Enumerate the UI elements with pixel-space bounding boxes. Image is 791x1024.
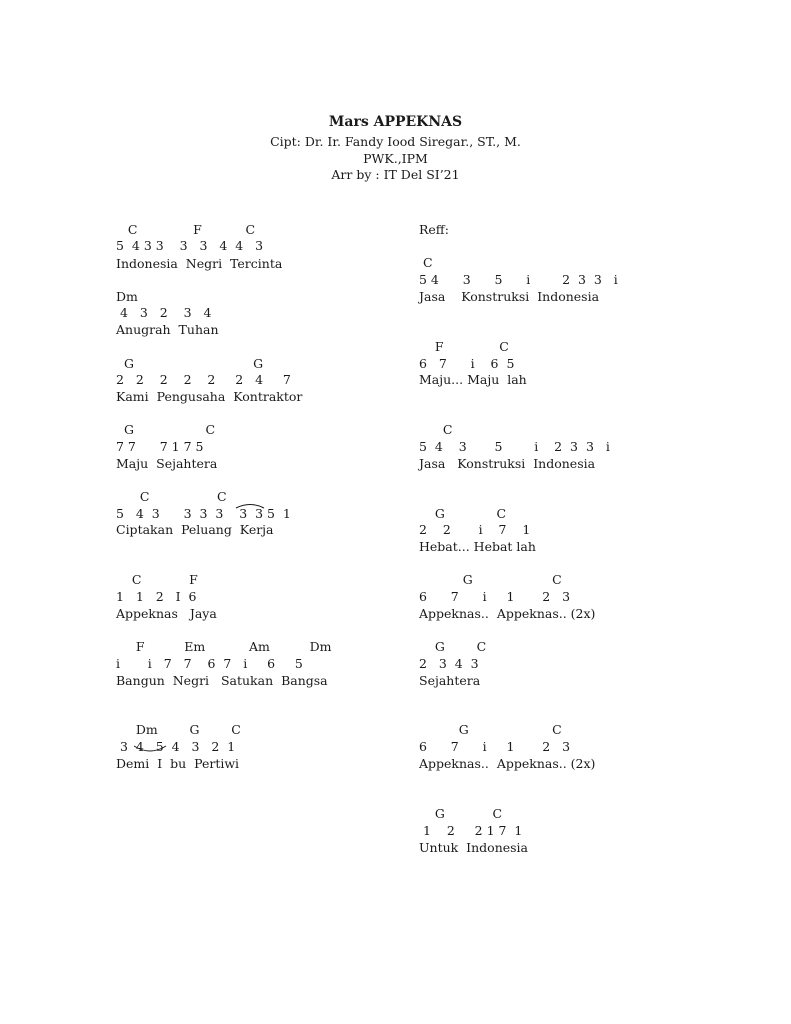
lyric-line: Untuk Indonesia (419, 840, 529, 855)
chord-line: F C (419, 339, 509, 354)
notation-line: 2 2 2 2 2 2 4 7 (116, 372, 291, 387)
lyric-line: Maju... Maju lah (419, 372, 527, 387)
notation-line: 5 4 3 5 i 2 3 3 i (419, 272, 618, 287)
chord-line: G C (419, 806, 503, 821)
lyric-line: Ciptakan Peluang Kerja (116, 522, 274, 537)
song-title: Mars APPEKNAS (328, 114, 463, 130)
lyric-line: Appeknas.. Appeknas.. (2x) (419, 756, 596, 771)
chord-line: Dm G C (116, 722, 241, 737)
notation-line: 2 2 i 7 1 (419, 522, 531, 537)
notation-line: i i 7 7 6 7 i 6 5 (116, 656, 303, 671)
composer-credit: Cipt: Dr. Ir. Fandy Iood Siregar., ST., M. (270, 134, 521, 149)
arranger-credit: Arr by : IT Del SI’21 (331, 167, 460, 182)
chord-line: G C (419, 722, 562, 737)
chord-line: G C (419, 639, 487, 654)
lyric-line: Kami Pengusaha Kontraktor (116, 389, 303, 404)
lyric-line: Appeknas Jaya (116, 606, 217, 621)
chord-line: C (419, 422, 453, 437)
lyric-line: Jasa Konstruksi Indonesia (419, 456, 596, 471)
lyric-line: Demi I bu Pertiwi (116, 756, 240, 771)
lyric-line: Hebat... Hebat lah (419, 539, 536, 554)
lyric-line: Sejahtera (419, 673, 481, 688)
lyric-line: Anugrah Tuhan (116, 322, 219, 337)
chord-line: Dm (116, 289, 138, 304)
notation-line: 4 3 2 3 4 (116, 305, 212, 320)
notation-line: 5 4 3 5 i 2 3 3 i (419, 439, 610, 454)
notation-line: 7 7 7 1 7 5 (116, 439, 204, 454)
slur-mark (234, 502, 266, 510)
notation-line: 5 4 3 3 3 3 4 4 3 (116, 238, 264, 253)
chord-line: G G (116, 356, 264, 371)
lyric-line: Maju Sejahtera (116, 456, 218, 471)
lyric-line: Indonesia Negri Tercinta (116, 256, 283, 271)
chord-line: F Em Am Dm (116, 639, 332, 654)
slur-mark (130, 744, 170, 754)
notation-line: 1 2 2 1 7 1 (419, 823, 523, 838)
chord-line: C C (116, 489, 227, 504)
composer-credit-continued: PWK.,IPM (363, 151, 428, 166)
notation-line: 2 3 4 3 (419, 656, 479, 671)
notation-line: 3 4 5 4 3 2 1 (116, 739, 236, 754)
chord-line: C F C (116, 222, 256, 237)
chord-line: G C (419, 506, 507, 521)
notation-line: 6 7 i 1 2 3 (419, 739, 571, 754)
lyric-line: Jasa Konstruksi Indonesia (419, 289, 600, 304)
reff-label: Reff: (419, 222, 449, 237)
chord-line: G C (419, 572, 562, 587)
notation-line: 6 7 i 6 5 (419, 356, 515, 371)
notation-line: 5 4 3 3 3 3 3 3 5 1 (116, 506, 291, 521)
notation-line: 1 1 2 I 6 (116, 589, 197, 604)
chord-line: G C (116, 422, 216, 437)
chord-line: C F (116, 572, 198, 587)
chord-line: C (419, 255, 433, 270)
lyric-line: Appeknas.. Appeknas.. (2x) (419, 606, 596, 621)
notation-line: 6 7 i 1 2 3 (419, 589, 571, 604)
lyric-line: Bangun Negri Satukan Bangsa (116, 673, 328, 688)
